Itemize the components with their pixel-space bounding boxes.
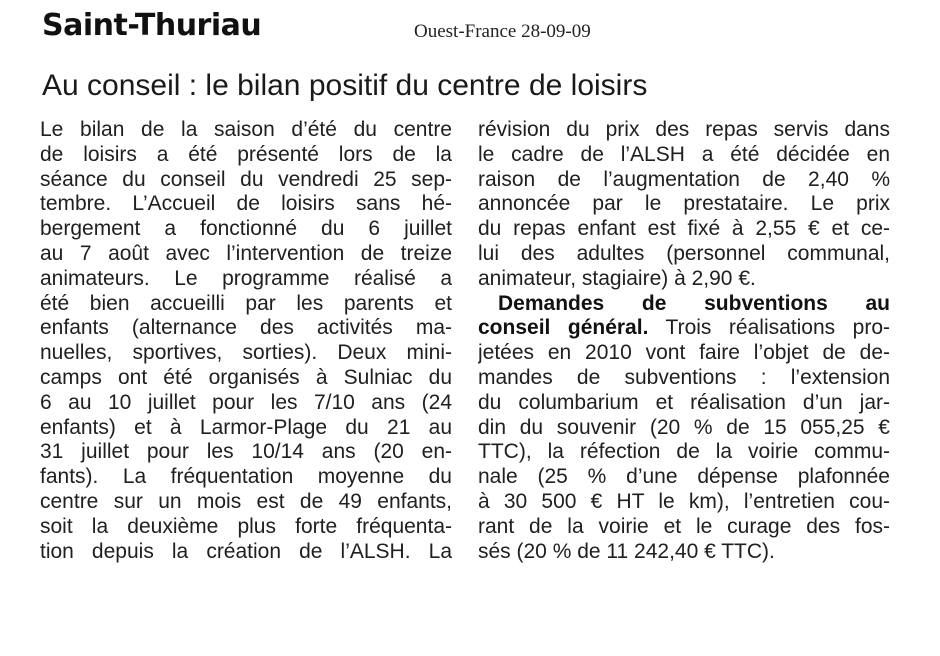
text-line: animateurs. Le programme réalisé a (40, 266, 452, 290)
text-line: à 30 500 € HT le km), l’entretien cou- (478, 489, 890, 513)
text-line: lui des adultes (personnel communal, (478, 241, 890, 265)
text-line: camps ont été organisés à Sulniac du (40, 365, 452, 389)
text-line: soit la deuxième plus forte fréquenta- (40, 514, 452, 538)
source-date: Ouest-France 28-09-09 (414, 21, 591, 42)
text-line: rant de la voirie et le curage des fos- (478, 514, 890, 538)
town-name: Saint-Thuriau (42, 8, 262, 43)
text-line: din du souvenir (20 % de 15 055,25 € (478, 415, 890, 439)
text-line: raison de l’augmentation de 2,40 % (478, 167, 890, 191)
text-line: animateur, stagiaire) à 2,90 €. (478, 266, 756, 290)
section-subheading-cont: conseil général. (478, 316, 649, 340)
masthead (42, 8, 922, 50)
text-line: centre sur un mois est de 49 enfants, (40, 489, 452, 513)
text-line: révision du prix des repas servis dans (478, 118, 890, 141)
text-run: Trois réalisations pro- (648, 316, 890, 340)
text-line: jetées en 2010 vont faire l’objet de de- (478, 341, 890, 365)
text-line: du columbarium et réalisation d’un jar- (478, 390, 890, 414)
text-line: tembre. L’Accueil de loisirs sans hé- (40, 192, 452, 216)
article-column-right (478, 118, 890, 564)
text-line: été bien accueilli par les parents et (40, 291, 452, 315)
text-line: bergement a fonctionné du 6 juillet (40, 217, 452, 241)
text-line: du repas enfant est fixé à 2,55 € et ce- (478, 217, 890, 241)
text-line: sés (20 % de 11 242,40 € TTC). (478, 539, 775, 563)
text-line: enfants (alternance des activités ma- (40, 316, 452, 340)
text-line: tion depuis la création de l’ALSH. La (40, 539, 452, 563)
text-line: enfants) et à Larmor-Plage du 21 au (40, 415, 452, 439)
text-line: 31 juillet pour les 10/14 ans (20 en- (40, 440, 452, 464)
article-column-left (40, 118, 452, 564)
text-line: nuelles, sportives, sorties). Deux mini- (40, 341, 452, 365)
section-subheading: Demandes de subventions au (498, 291, 890, 315)
text-line: Le bilan de la saison d’été du centre (40, 118, 452, 141)
text-line: TTC), la réfection de la voirie commu- (478, 440, 890, 464)
text-line: au 7 août avec l’intervention de treize (40, 241, 452, 265)
article-headline: Au conseil : le bilan positif du centre de loisirs (42, 69, 648, 102)
text-line: mandes de subventions : l’extension (478, 365, 890, 389)
text-line: annoncée par le prestataire. Le prix (478, 192, 890, 216)
text-line: nale (25 % d’une dépense plafonnée (478, 465, 890, 489)
text-line: de loisirs a été présenté lors de la (40, 142, 452, 166)
text-line (478, 316, 890, 341)
text-line: séance du conseil du vendredi 25 sep- (40, 167, 452, 191)
text-line: fants). La fréquentation moyenne du (40, 465, 452, 489)
subheading-line (478, 292, 890, 317)
text-line: le cadre de l’ALSH a été décidée en (478, 142, 890, 166)
text-line: 6 au 10 juillet pour les 7/10 ans (24 (40, 390, 452, 414)
